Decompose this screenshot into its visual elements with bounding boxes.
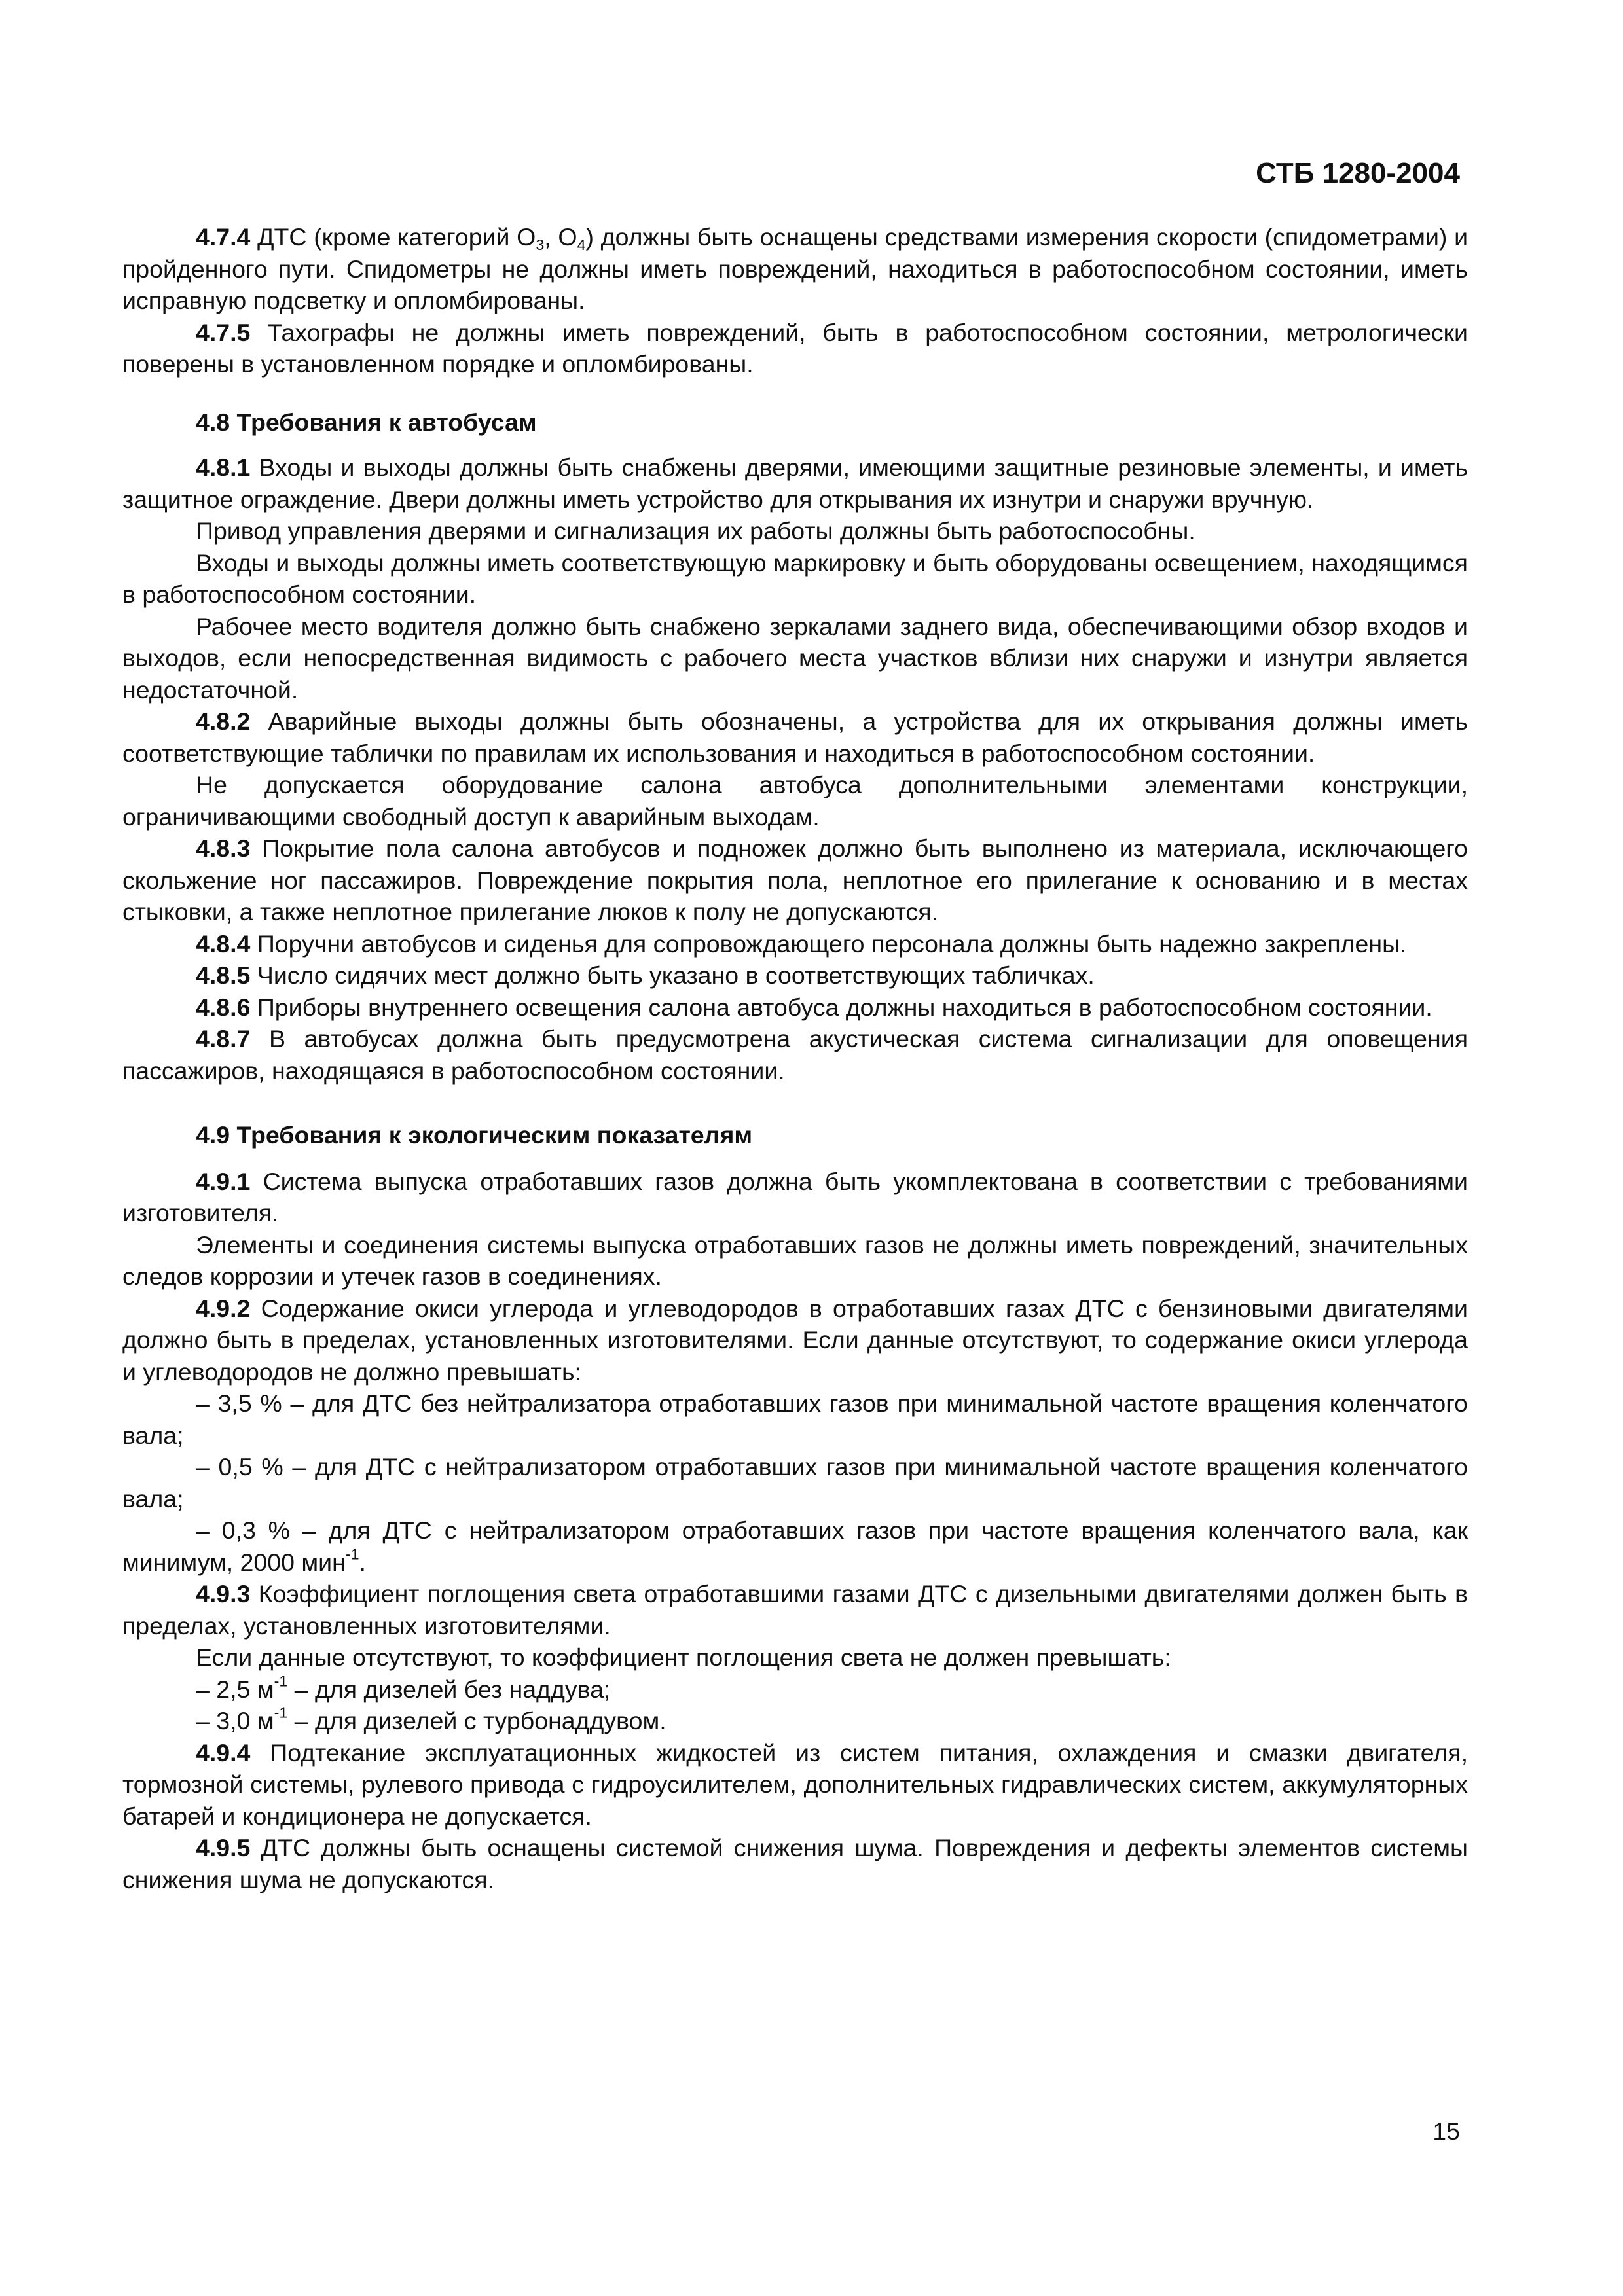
list-item (122, 1515, 1468, 1578)
clause-text: Приборы внутреннего освещения салона автобуса должны находиться в работоспособном состоянии. (257, 993, 1432, 1021)
clause-text: Тахографы не должны иметь повреждений, быть в работоспособном состоянии, метрологически поверены в установленном порядке и опломбированы. (122, 318, 1468, 378)
clause-number: 4.9.1 (196, 1167, 251, 1195)
page-body (122, 221, 1468, 1895)
list-item (122, 1705, 1468, 1737)
clause-text: Входы и выходы должны быть снабжены дверями, имеющими защитные резиновые элементы, и иметь защитное ограждение. Двери должны иметь устройство для открывания их изнутри и снаружи вручную. (122, 454, 1468, 513)
clause-text: Подтекание эксплуатационных жидкостей из систем питания, охлаждения и смазки двигателя, тормозной системы, рулевого привода с гидроусилителем, дополнительных гидравлических систем, аккумуляторных батарей и кондиционера не допускается. (122, 1738, 1468, 1830)
clause-4-8-7 (122, 1023, 1468, 1086)
paragraph: Рабочее место водителя должно быть снабжено зеркалами заднего вида, обеспечивающими обзор входов и выходов, если непосредственная видимость с рабочего места участков вблизи них снаружи и изнутри является недостаточной. (122, 612, 1468, 704)
clause-text: , O (544, 223, 577, 251)
clause-4-8-4 (122, 928, 1468, 960)
clause-number: 4.8.3 (196, 834, 251, 862)
clause-text: ДТС должны быть оснащены системой снижения шума. Повреждения и дефекты элементов системы снижения шума не допускаются. (122, 1834, 1468, 1893)
clause-text: ) должны быть оснащены средствами измерения скорости (спидометрами) и пройденного пути. Спидометры не должны иметь повреждений, находиться в работоспособном состоянии, иметь исправную подсветку и опломбированы. (122, 223, 1468, 314)
clause-text: Система выпуска отработавших газов должна быть укомплектована в соответствии с требованиями изготовителя. (122, 1167, 1468, 1227)
clause-4-7-4 (122, 221, 1468, 317)
clause-text: Коэффициент поглощения света отработавшими газами ДТС с дизельными двигателями должен быть в пределах, установленных изготовителями. (122, 1580, 1468, 1640)
clause-number: 4.8.2 (196, 708, 251, 735)
clause-number: 4.9.3 (196, 1580, 251, 1607)
clause-4-8-5 (122, 960, 1468, 992)
list-text: – 2,5 м (196, 1675, 274, 1703)
clause-4-9-3 (122, 1578, 1468, 1641)
list-text: – 0,3 % – для ДТС с нейтрализатором отработавших газов при частоте вращения коленчатого вала, как минимум, 2000 мин (122, 1516, 1468, 1576)
superscript: -1 (345, 1545, 359, 1563)
clause-4-9-4 (122, 1737, 1468, 1833)
clause-number: 4.8.1 (196, 454, 251, 481)
clause-text: В автобусах должна быть предусмотрена акустическая система сигнализации для оповещения пассажиров, находящаяся в работоспособном состоянии. (122, 1025, 1468, 1085)
clause-text: Число сидячих мест должно быть указано в соответствующих табличках. (257, 961, 1095, 989)
clause-4-8-1 (122, 452, 1468, 515)
superscript: -1 (274, 1672, 288, 1690)
list-text: . (359, 1548, 366, 1576)
subscript: 3 (536, 236, 545, 253)
clause-4-9-1 (122, 1166, 1468, 1229)
clause-4-9-2 (122, 1293, 1468, 1388)
superscript: -1 (274, 1704, 288, 1721)
clause-number: 4.8.5 (196, 961, 251, 989)
paragraph: Элементы и соединения системы выпуска отработавших газов не должны иметь повреждений, значительных следов коррозии и утечек газов в соединениях. (122, 1230, 1468, 1290)
paragraph: Не допускается оборудование салона автобуса дополнительными элементами конструкции, ограничивающими свободный доступ к аварийным выходам. (122, 771, 1468, 831)
clause-text: Поручни автобусов и сиденья для сопровождающего персонала должны быть надежно закреплены. (257, 929, 1407, 958)
clause-text: Аварийные выходы должны быть обозначены, а устройства для их открывания должны иметь соответствующие таблички по правилам их использования и находиться в работоспособном состоянии. (122, 708, 1468, 767)
list-item (122, 1674, 1468, 1706)
clause-number: 4.9.2 (196, 1294, 251, 1322)
clause-4-7-5 (122, 317, 1468, 380)
clause-number: 4.8.6 (196, 993, 251, 1021)
paragraph: Входы и выходы должны иметь соответствующую маркировку и быть оборудованы освещением, находящимся в работоспособном состоянии. (122, 548, 1468, 608)
clause-4-8-2 (122, 706, 1468, 769)
clause-text: ДТС (кроме категорий O (257, 223, 536, 251)
list-item: – 3,5 % – для ДТС без нейтрализатора отработавших газов при минимальной частоте вращения коленчатого вала; (122, 1390, 1468, 1449)
clause-text: Содержание окиси углерода и углеводородов в отработавших газах ДТС с бензиновыми двигателями должно быть в пределах, установленных изготовителями. Если данные отсутствуют, то содержание окиси углерода и углеводородов не должно превышать: (122, 1294, 1468, 1386)
clause-4-8-6 (122, 992, 1468, 1024)
document-code: СТБ 1280-2004 (1256, 157, 1460, 189)
page-number: 15 (1432, 2117, 1460, 2145)
paragraph: Привод управления дверями и сигнализация их работы должны быть работоспособны. (196, 517, 1195, 545)
clause-number: 4.7.4 (196, 223, 251, 251)
clause-number: 4.9.5 (196, 1834, 251, 1861)
paragraph: Если данные отсутствуют, то коэффициент поглощения света не должен превышать: (196, 1643, 1171, 1671)
clause-4-8-3 (122, 833, 1468, 928)
clause-number: 4.8.4 (196, 929, 251, 958)
clause-number: 4.7.5 (196, 318, 251, 346)
clause-number: 4.9.4 (196, 1738, 251, 1767)
list-item: – 0,5 % – для ДТС с нейтрализатором отработавших газов при минимальной частоте вращения коленчатого вала; (122, 1453, 1468, 1513)
clause-text: Покрытие пола салона автобусов и подножек должно быть выполнено из материала, исключающего скольжение ног пассажиров. Повреждение покрытия пола, неплотное его прилегание к основанию и в местах стыковки, а также неплотное прилегание люков к полу не допускаются. (122, 834, 1468, 925)
clause-4-9-5 (122, 1832, 1468, 1895)
list-text: – 3,0 м (196, 1707, 274, 1734)
section-heading-4-8: 4.8 Требования к автобусам (196, 408, 537, 436)
list-text: – для дизелей с турбонаддувом. (287, 1707, 666, 1734)
section-heading-4-9: 4.9 Требования к экологическим показателям (196, 1121, 753, 1149)
clause-number: 4.8.7 (196, 1025, 251, 1052)
list-text: – для дизелей без наддува; (287, 1675, 611, 1703)
subscript: 4 (577, 236, 586, 253)
